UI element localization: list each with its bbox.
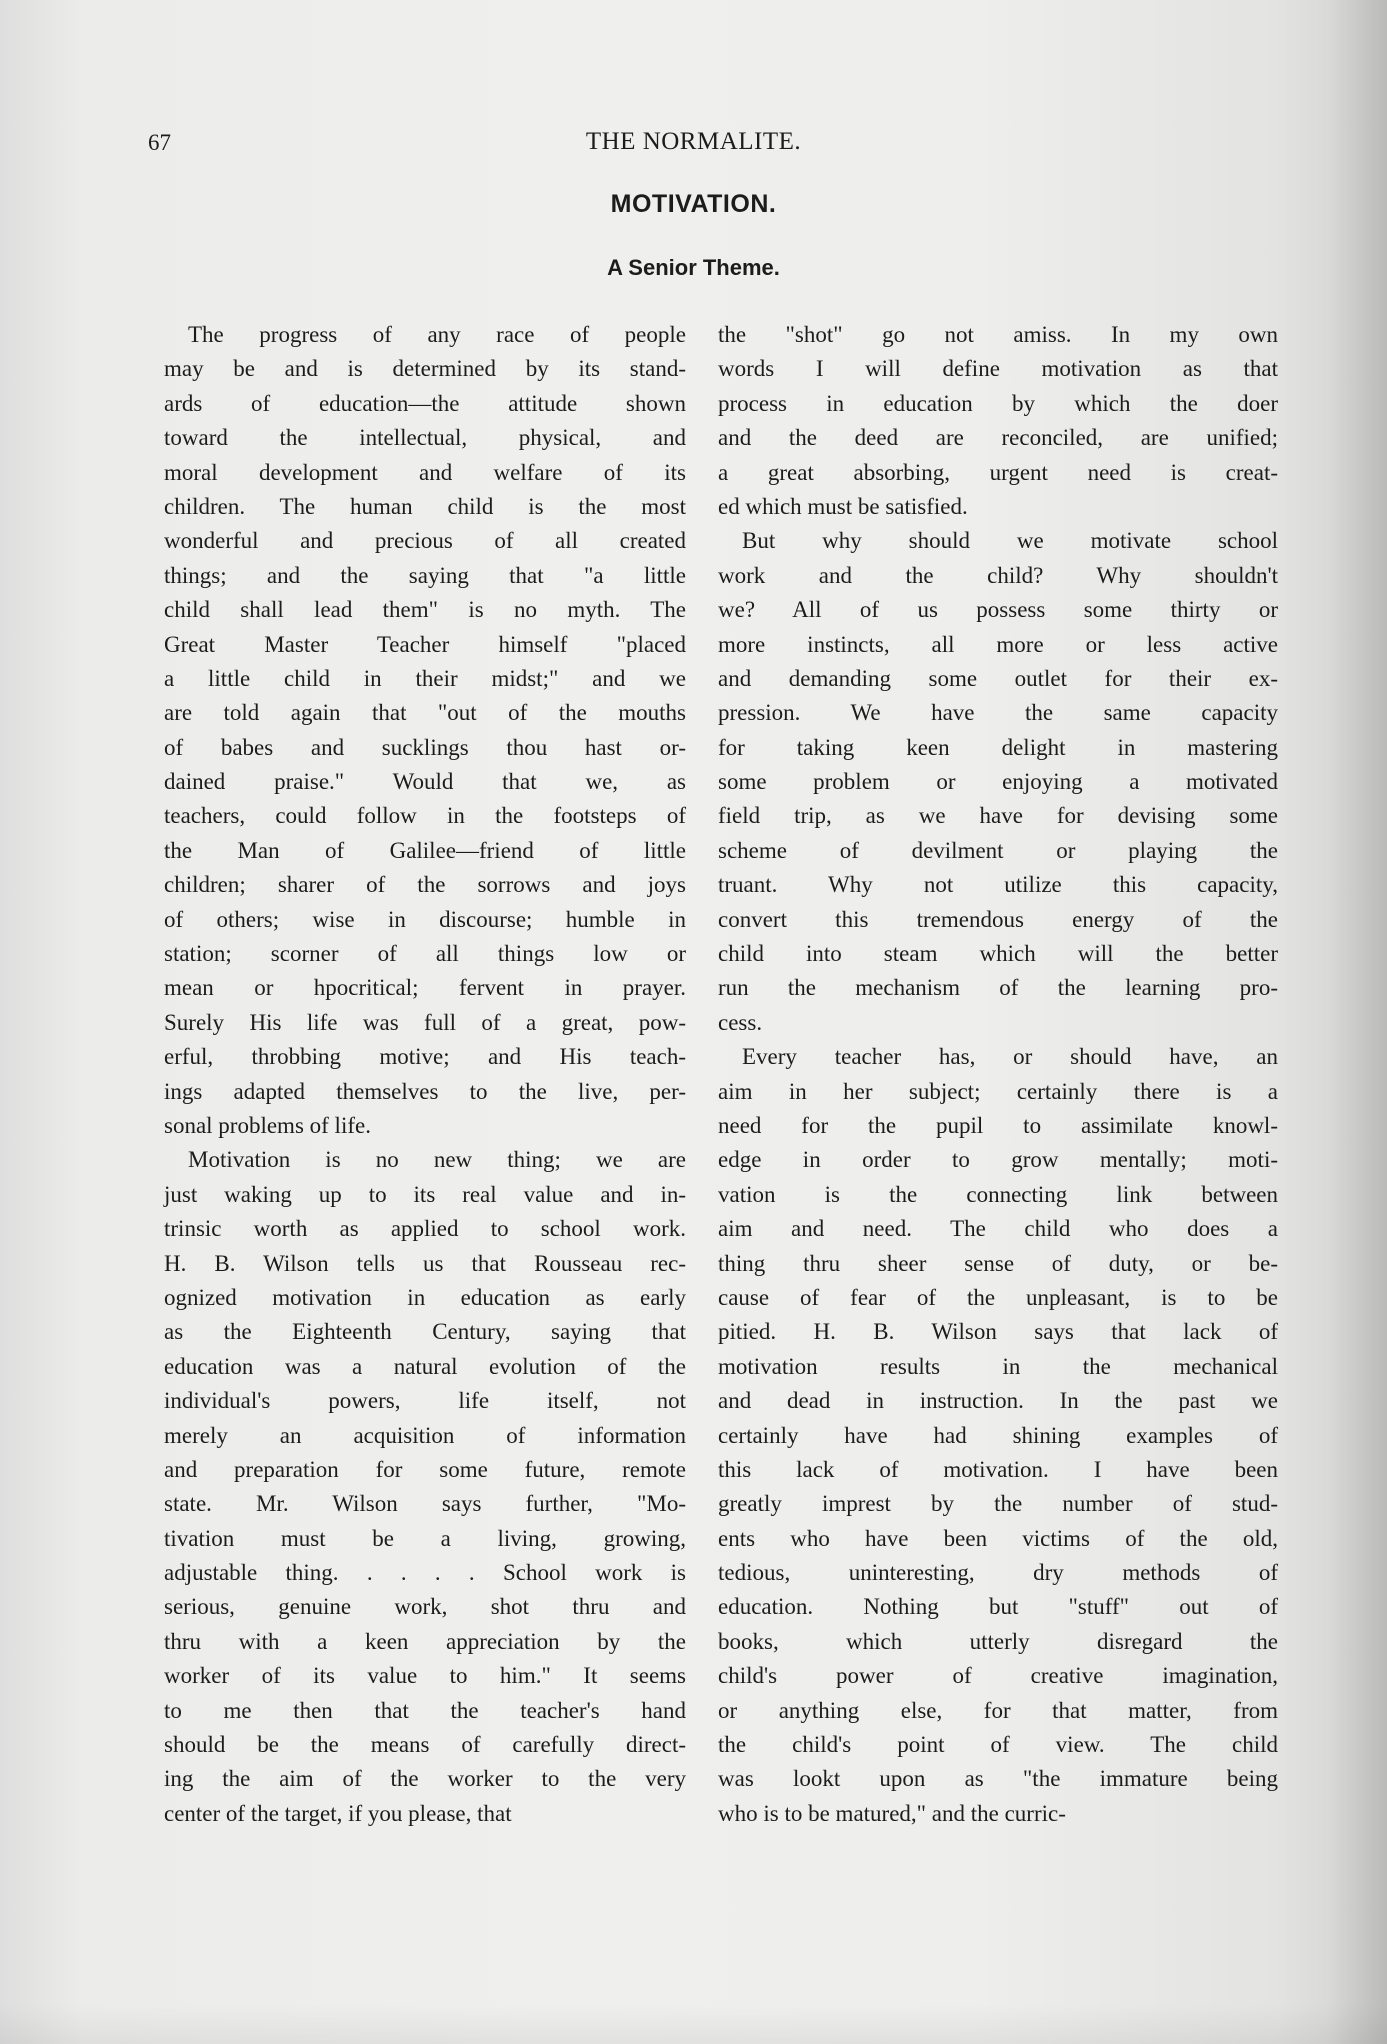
- text-line: ings adapted themselves to the live, per-: [164, 1078, 686, 1104]
- text-line: Every teacher has, or should have, an: [742, 1044, 1278, 1070]
- text-line: process in education by which the doer: [718, 390, 1278, 416]
- text-line: moral development and welfare of its: [164, 459, 686, 485]
- article-title: MOTIVATION.: [610, 190, 777, 218]
- text-line: state. Mr. Wilson says further, "Mo-: [164, 1491, 686, 1517]
- text-line: was lookt upon as "the immature being: [718, 1766, 1278, 1792]
- text-line: and demanding some outlet for their ex-: [718, 665, 1278, 691]
- text-line: The progress of any race of people: [188, 322, 686, 347]
- text-line: the child's point of view. The child: [718, 1732, 1278, 1758]
- text-line: education. Nothing but "stuff" out of: [718, 1594, 1278, 1620]
- text-line: truant. Why not utilize this capacity,: [718, 872, 1278, 898]
- text-line: some problem or enjoying a motivated: [718, 769, 1278, 795]
- text-line: edge in order to grow mentally; moti-: [718, 1147, 1278, 1173]
- text-line: ards of education—the attitude shown: [164, 390, 686, 416]
- text-line: pitied. H. B. Wilson says that lack of: [718, 1319, 1278, 1345]
- text-line: toward the intellectual, physical, and: [164, 425, 686, 451]
- text-line: adjustable thing. . . . . School work is: [164, 1560, 686, 1586]
- text-line: are told again that "out of the mouths: [164, 700, 686, 726]
- text-line: trinsic worth as applied to school work.: [164, 1216, 686, 1242]
- text-line: words I will define motivation as that: [718, 356, 1278, 382]
- text-line: and preparation for some future, remote: [164, 1456, 686, 1482]
- text-line: or anything else, for that matter, from: [718, 1697, 1278, 1723]
- text-line: serious, genuine work, shot thru and: [164, 1594, 686, 1620]
- page-edge-shadow: [1327, 0, 1387, 2044]
- text-line: thru with a keen appreciation by the: [164, 1628, 686, 1654]
- text-line: child's power of creative imagination,: [718, 1663, 1278, 1689]
- text-line: mean or hpocritical; fervent in prayer.: [164, 975, 686, 1001]
- text-line: of others; wise in discourse; humble in: [164, 906, 686, 932]
- text-line: sonal problems of life.: [164, 1112, 371, 1138]
- text-line: convert this tremendous energy of the: [718, 906, 1278, 932]
- text-line: child into steam which will the better: [718, 941, 1278, 967]
- text-line: may be and is determined by its stand-: [164, 356, 686, 382]
- text-line: vation is the connecting link between: [718, 1181, 1278, 1207]
- text-line: the "shot" go not amiss. In my own: [718, 322, 1278, 347]
- text-line: child shall lead them" is no myth. The: [164, 597, 686, 623]
- text-line: more instincts, all more or less active: [718, 631, 1278, 657]
- text-line: certainly have had shining examples of: [718, 1422, 1278, 1448]
- text-line: children. The human child is the most: [164, 493, 686, 519]
- text-line: tivation must be a living, growing,: [164, 1525, 686, 1551]
- text-line: a little child in their midst;" and we: [164, 665, 686, 691]
- text-line: dained praise." Would that we, as: [164, 769, 686, 795]
- text-line: ognized motivation in education as early: [164, 1284, 686, 1310]
- text-line: of babes and sucklings thou hast or-: [164, 734, 686, 760]
- text-line: children; sharer of the sorrows and joys: [164, 872, 686, 898]
- text-line: pression. We have the same capacity: [718, 700, 1278, 726]
- text-line: erful, throbbing motive; and His teach-: [164, 1044, 686, 1070]
- text-line: this lack of motivation. I have been: [718, 1456, 1278, 1482]
- text-line: for taking keen delight in mastering: [718, 734, 1278, 760]
- text-line: and the deed are reconciled, are unified;: [718, 425, 1278, 451]
- text-line: individual's powers, life itself, not: [164, 1388, 686, 1414]
- text-line: station; scorner of all things low or: [164, 941, 686, 967]
- text-line: the Man of Galilee—friend of little: [164, 837, 686, 863]
- page-number: 67: [148, 130, 171, 155]
- text-line: wonderful and precious of all created: [164, 528, 686, 554]
- text-line: worker of its value to him." It seems: [164, 1663, 686, 1689]
- right-column: [718, 318, 1278, 1831]
- text-line: run the mechanism of the learning pro-: [718, 975, 1278, 1001]
- text-line: aim and need. The child who does a: [718, 1216, 1278, 1242]
- article-subtitle: A Senior Theme.: [607, 255, 780, 280]
- left-column: [164, 318, 686, 1831]
- text-line: cause of fear of the unpleasant, is to be: [718, 1284, 1278, 1310]
- running-head: THE NORMALITE.: [585, 128, 802, 155]
- text-line: as the Eighteenth Century, saying that: [164, 1319, 686, 1345]
- text-line: scheme of devilment or playing the: [718, 837, 1278, 863]
- text-line: thing thru sheer sense of duty, or be-: [718, 1250, 1278, 1276]
- text-line: and dead in instruction. In the past we: [718, 1388, 1278, 1414]
- text-line: Surely His life was full of a great, pow-: [164, 1009, 686, 1035]
- text-line: things; and the saying that "a little: [164, 562, 686, 588]
- page-bottom-shadow: [0, 2004, 1387, 2044]
- text-line: H. B. Wilson tells us that Rousseau rec-: [164, 1250, 686, 1276]
- text-line: should be the means of carefully direct-: [164, 1732, 686, 1758]
- text-line: merely an acquisition of information: [164, 1422, 686, 1448]
- text-line: ents who have been victims of the old,: [718, 1525, 1278, 1551]
- text-line: cess.: [718, 1009, 763, 1035]
- text-line: ed which must be satisfied.: [718, 493, 968, 519]
- text-line: teachers, could follow in the footsteps of: [164, 803, 686, 829]
- text-line: a great absorbing, urgent need is creat-: [718, 459, 1278, 485]
- text-line: ing the aim of the worker to the very: [164, 1766, 686, 1792]
- text-line: books, which utterly disregard the: [718, 1628, 1278, 1654]
- text-line: greatly imprest by the number of stud-: [718, 1491, 1278, 1517]
- text-line: Motivation is no new thing; we are: [188, 1147, 686, 1173]
- text-line: center of the target, if you please, that: [164, 1800, 512, 1826]
- text-line: tedious, uninteresting, dry methods of: [718, 1560, 1278, 1586]
- text-line: But why should we motivate school: [742, 528, 1278, 554]
- text-line: work and the child? Why shouldn't: [718, 562, 1278, 588]
- text-line: Great Master Teacher himself "placed: [164, 631, 686, 657]
- text-line: aim in her subject; certainly there is a: [718, 1078, 1278, 1104]
- text-line: field trip, as we have for devising some: [718, 803, 1278, 829]
- text-line: who is to be matured," and the curric-: [718, 1800, 1066, 1826]
- text-line: just waking up to its real value and in-: [164, 1181, 686, 1207]
- text-line: need for the pupil to assimilate knowl-: [718, 1112, 1278, 1138]
- text-line: education was a natural evolution of the: [164, 1353, 686, 1379]
- text-line: motivation results in the mechanical: [718, 1353, 1278, 1379]
- text-line: to me then that the teacher's hand: [164, 1697, 686, 1723]
- text-line: we? All of us possess some thirty or: [718, 597, 1278, 623]
